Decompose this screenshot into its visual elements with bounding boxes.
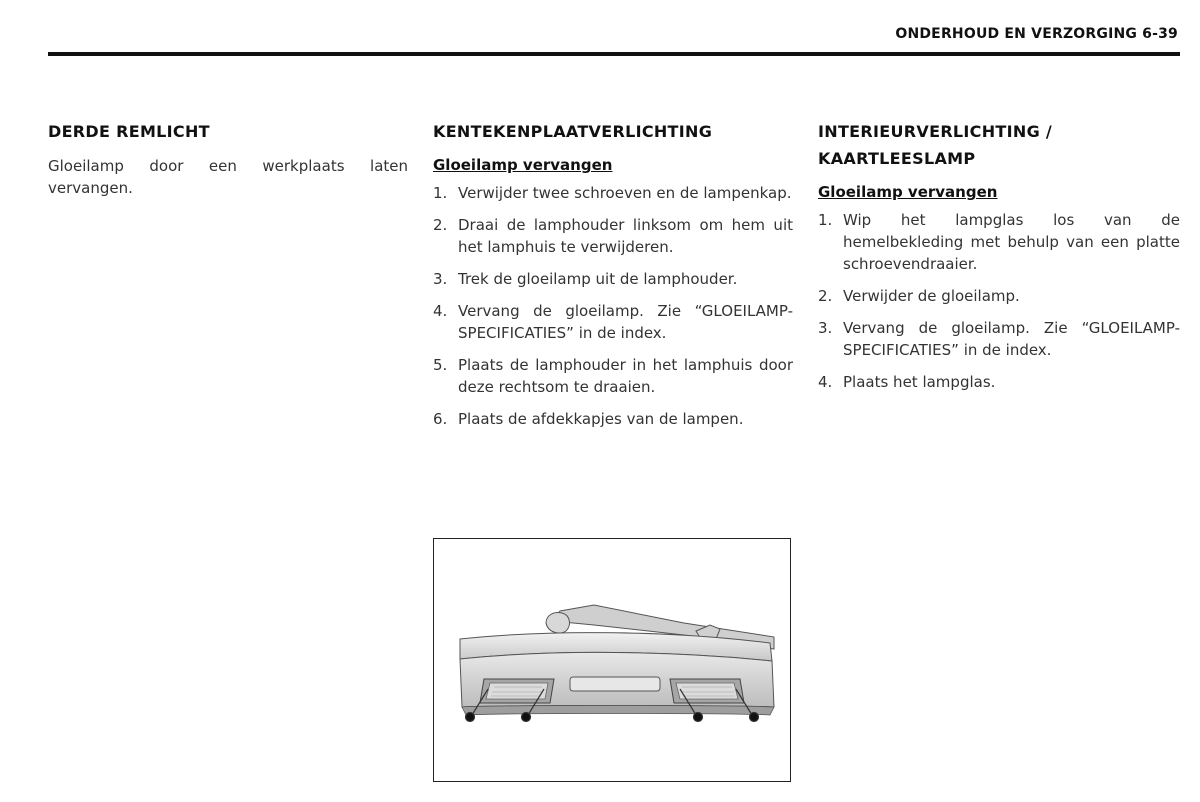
section-interior-light — [818, 118, 1180, 403]
list-item — [433, 408, 793, 430]
section-title: DERDE REMLICHT — [48, 122, 210, 141]
list-item — [818, 371, 1180, 393]
screw-icon — [694, 713, 703, 722]
steps-list — [818, 209, 1180, 393]
step-text: Vervang de gloeilamp. Zie “GLOEILAMP-SPECIFICATIES” in de index. — [843, 319, 1180, 359]
section-text: Gloeilamp door een werkplaats laten vervangen. — [48, 157, 408, 197]
step-number: 3. — [818, 319, 833, 337]
license-plate-light-illustration — [434, 539, 789, 780]
running-head: ONDERHOUD EN VERZORGING 6-39 — [895, 26, 1178, 42]
list-item — [818, 317, 1180, 361]
list-item — [433, 300, 793, 344]
list-item — [433, 214, 793, 258]
screw-icon — [750, 713, 759, 722]
step-text: Plaats de lamphouder in het lamphuis door deze rechtsom te draaien. — [458, 356, 793, 396]
step-number: 5. — [433, 356, 448, 374]
steps-list — [433, 182, 793, 430]
center-recess — [570, 677, 660, 691]
section-subtitle: Gloeilamp vervangen — [818, 183, 998, 201]
step-number: 3. — [433, 270, 448, 288]
list-item — [818, 285, 1180, 307]
step-number: 6. — [433, 410, 448, 428]
step-number: 1. — [433, 184, 448, 202]
list-item — [433, 268, 793, 290]
step-number: 1. — [818, 211, 833, 229]
step-number: 2. — [433, 216, 448, 234]
step-number: 4. — [818, 373, 833, 391]
list-item — [818, 209, 1180, 275]
section-title: KENTEKENPLAATVERLICHTING — [433, 122, 713, 141]
step-text: Verwijder de gloeilamp. — [843, 287, 1020, 305]
section-title: INTERIEURVERLICHTING / KAARTLEESLAMP — [818, 122, 1053, 168]
step-text: Draai de lamphouder linksom om hem uit het lamphuis te verwijderen. — [458, 216, 793, 256]
section-license-plate-light — [433, 118, 793, 440]
step-text: Verwijder twee schroeven en de lampenkap. — [458, 184, 792, 202]
header-rule — [48, 52, 1180, 56]
step-number: 2. — [818, 287, 833, 305]
step-text: Trek de gloeilamp uit de lamphouder. — [458, 270, 738, 288]
section-third-brake-light — [48, 118, 408, 199]
step-number: 4. — [433, 302, 448, 320]
section-subtitle: Gloeilamp vervangen — [433, 156, 613, 174]
list-item — [433, 182, 793, 204]
license-plate-light-figure — [433, 538, 791, 782]
screw-icon — [522, 713, 531, 722]
step-text: Vervang de gloeilamp. Zie “GLOEILAMP-SPECIFICATIES” in de index. — [458, 302, 793, 342]
list-item — [433, 354, 793, 398]
step-text: Plaats de afdekkapjes van de lampen. — [458, 410, 744, 428]
step-text: Wip het lampglas los van de hemelbekleding met behulp van een platte schroevendraaier. — [843, 211, 1180, 273]
screw-icon — [466, 713, 475, 722]
step-text: Plaats het lampglas. — [843, 373, 996, 391]
